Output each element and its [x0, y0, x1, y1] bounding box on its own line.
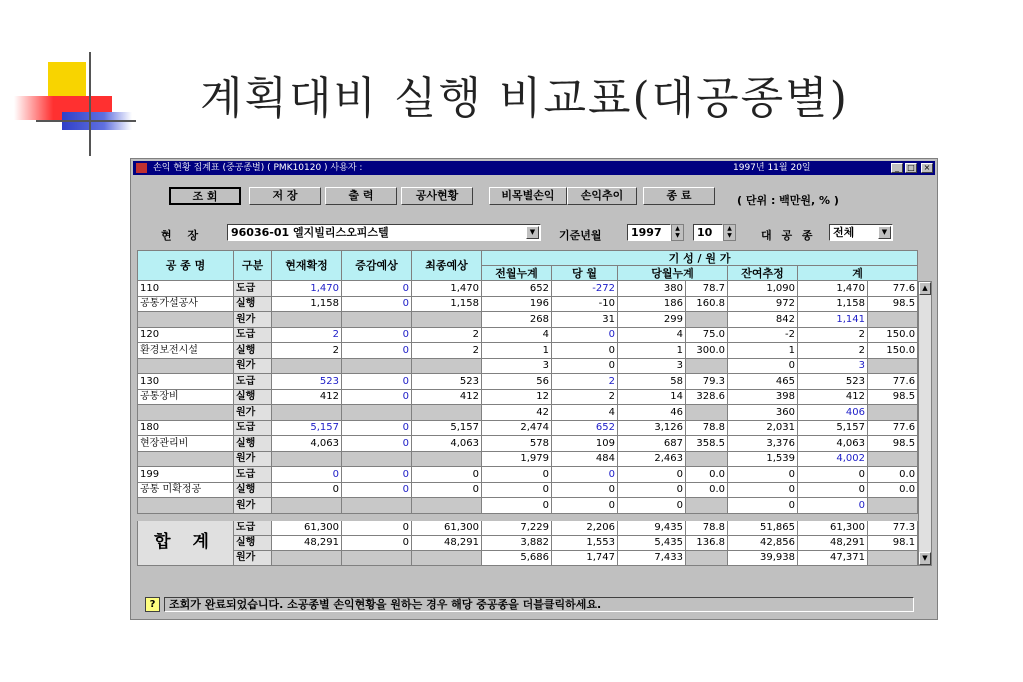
group-code: 180	[138, 420, 234, 436]
cell-value: 0	[272, 482, 342, 498]
cell-value: 3	[798, 358, 868, 374]
status-bar: 조회가 완료되었습니다. 소공종별 손익현황을 원하는 경우 해당 중공종을 더블클릭하세요.	[164, 597, 914, 612]
cell-value: 0	[342, 520, 412, 535]
group-blank	[138, 312, 234, 328]
row-type: 도급	[234, 374, 272, 390]
total-label: 합 계	[138, 520, 234, 565]
header-current: 현재확정	[272, 251, 342, 281]
group-name: 공통 미확정공	[138, 482, 234, 498]
row-type: 도급	[234, 467, 272, 483]
cell-value	[342, 550, 412, 565]
cell-value: 1,158	[272, 296, 342, 312]
cell-value: 1,158	[412, 296, 482, 312]
cell-value: 1,470	[272, 281, 342, 297]
cell-value: 77.6	[868, 374, 918, 390]
cell-value: 0	[342, 296, 412, 312]
cost-item-profit-button[interactable]: 비목별손익	[489, 187, 567, 205]
cell-value: 98.1	[868, 535, 918, 550]
cell-value	[686, 451, 728, 467]
table-row[interactable]	[138, 358, 918, 374]
cell-value: 1,539	[728, 451, 798, 467]
table-row[interactable]	[138, 420, 918, 436]
cell-value: 5,157	[272, 420, 342, 436]
cell-value: 5,686	[482, 550, 552, 565]
cell-value: 2	[798, 327, 868, 343]
cell-value: 0	[412, 482, 482, 498]
cell-value: -10	[552, 296, 618, 312]
cell-value: 0	[342, 327, 412, 343]
cell-value: 0	[272, 467, 342, 483]
cell-value: 2,474	[482, 420, 552, 436]
cell-value	[868, 358, 918, 374]
header-change: 증감예상	[342, 251, 412, 281]
cell-value	[412, 451, 482, 467]
cell-value	[342, 358, 412, 374]
cell-value: 2,031	[728, 420, 798, 436]
unit-label: ( 단위 : 백만원, % )	[737, 194, 839, 207]
cell-value: 0.0	[686, 482, 728, 498]
title-bar	[133, 161, 935, 175]
cell-value: 61,300	[272, 520, 342, 535]
cell-value: 0	[342, 535, 412, 550]
cell-value: 1,090	[728, 281, 798, 297]
cell-value: 1	[728, 343, 798, 359]
cell-value: 3,376	[728, 436, 798, 452]
row-type: 도급	[234, 420, 272, 436]
spacer-row	[138, 513, 918, 520]
cell-value: 7,433	[618, 550, 686, 565]
table-row[interactable]	[138, 405, 918, 421]
site-label: 현 장	[161, 229, 205, 242]
cell-value	[342, 405, 412, 421]
cell-value: 484	[552, 451, 618, 467]
header-curcum: 당월누계	[618, 266, 728, 281]
header-group: 기 성 / 원 가	[482, 251, 918, 266]
cell-value: 56	[482, 374, 552, 390]
cell-value: 0	[552, 467, 618, 483]
cell-value: 4	[618, 327, 686, 343]
cell-value: 4,063	[798, 436, 868, 452]
cell-value: 0	[798, 482, 868, 498]
row-type: 도급	[234, 520, 272, 535]
cell-value: 0	[342, 374, 412, 390]
header-month: 당 월	[552, 266, 618, 281]
query-button[interactable]: 조 회	[169, 187, 241, 205]
cell-value: 2	[552, 389, 618, 405]
cell-value: 2,206	[552, 520, 618, 535]
group-name: 공통가설공사	[138, 296, 234, 312]
cell-value	[412, 550, 482, 565]
cell-value: 75.0	[686, 327, 728, 343]
cell-value: 0	[342, 420, 412, 436]
table-row[interactable]	[138, 343, 918, 359]
cell-value: 4	[552, 405, 618, 421]
header-final: 최종예상	[412, 251, 482, 281]
cell-value: 1,979	[482, 451, 552, 467]
cell-value: -272	[552, 281, 618, 297]
header-total: 계	[798, 266, 918, 281]
cell-value: 0	[618, 467, 686, 483]
cell-value	[342, 451, 412, 467]
window-title: 손익 현황 집계표 (중공종별) ( PMK10120 ) 사용자 :	[153, 163, 363, 173]
month-input[interactable]: 10	[693, 224, 723, 241]
cell-value: 77.6	[868, 420, 918, 436]
cell-value	[868, 405, 918, 421]
cell-value	[868, 498, 918, 514]
cell-value: 0	[412, 467, 482, 483]
table-row[interactable]	[138, 296, 918, 312]
cell-value: 0	[342, 467, 412, 483]
cell-value: 360	[728, 405, 798, 421]
cell-value	[272, 358, 342, 374]
cell-value: 98.5	[868, 389, 918, 405]
cell-value: 136.8	[686, 535, 728, 550]
cell-value	[868, 451, 918, 467]
cell-value: 9,435	[618, 520, 686, 535]
row-type: 실행	[234, 296, 272, 312]
cell-value	[686, 405, 728, 421]
cell-value: 39,938	[728, 550, 798, 565]
cell-value: 398	[728, 389, 798, 405]
cell-value: 5,157	[412, 420, 482, 436]
decor-vertical-line	[89, 52, 91, 156]
window-date: 1997년 11월 20일	[733, 163, 811, 173]
cell-value: 0	[482, 482, 552, 498]
cell-value: 98.5	[868, 436, 918, 452]
cell-value	[272, 312, 342, 328]
cell-value: 3	[482, 358, 552, 374]
cell-value: 79.3	[686, 374, 728, 390]
cell-value: 652	[552, 420, 618, 436]
cell-value: 0	[728, 358, 798, 374]
cell-value: 48,291	[412, 535, 482, 550]
cell-value: 0	[728, 482, 798, 498]
cell-value: 42	[482, 405, 552, 421]
cell-value: 268	[482, 312, 552, 328]
cell-value: 0	[552, 327, 618, 343]
row-type: 원가	[234, 550, 272, 565]
slide-title: 계획대비 실행 비교표(대공종별)	[200, 73, 849, 124]
maximize-button[interactable]: □	[905, 163, 917, 173]
table-row[interactable]	[138, 374, 918, 390]
year-spinner[interactable]: ▲ ▼	[671, 224, 684, 241]
cell-value: 7,229	[482, 520, 552, 535]
group-name: 현장관리비	[138, 436, 234, 452]
cell-value: 523	[272, 374, 342, 390]
chevron-down-icon[interactable]: ▼	[878, 226, 891, 239]
cell-value: 0	[342, 281, 412, 297]
cell-value: 42,856	[728, 535, 798, 550]
cell-value: 78.8	[686, 520, 728, 535]
cell-value: 1,470	[798, 281, 868, 297]
cell-value: 380	[618, 281, 686, 297]
cell-value: 150.0	[868, 327, 918, 343]
cell-value: 77.6	[868, 281, 918, 297]
cell-value: 2	[798, 343, 868, 359]
cell-value: 4,063	[272, 436, 342, 452]
cell-value: 652	[482, 281, 552, 297]
cell-value: 51,865	[728, 520, 798, 535]
cell-value: 972	[728, 296, 798, 312]
cell-value: 687	[618, 436, 686, 452]
group-blank	[138, 405, 234, 421]
cell-value: 3,126	[618, 420, 686, 436]
row-type: 실행	[234, 482, 272, 498]
cell-value: 4	[482, 327, 552, 343]
category-label: 대 공 종	[761, 229, 816, 242]
cell-value: 0	[618, 482, 686, 498]
cell-value: 300.0	[686, 343, 728, 359]
cell-value: 0	[552, 343, 618, 359]
cell-value: 2	[272, 343, 342, 359]
cell-value: 465	[728, 374, 798, 390]
cell-value	[342, 498, 412, 514]
cell-value: 2	[412, 343, 482, 359]
decor-yellow-square	[48, 62, 86, 100]
exit-button[interactable]: 종 료	[643, 187, 715, 205]
cell-value: 98.5	[868, 296, 918, 312]
cell-value: 2,463	[618, 451, 686, 467]
row-type: 원가	[234, 498, 272, 514]
cell-value: 523	[798, 374, 868, 390]
cell-value: 1	[618, 343, 686, 359]
minimize-button[interactable]: _	[891, 163, 903, 173]
row-type: 실행	[234, 535, 272, 550]
cell-value	[272, 451, 342, 467]
site-value: 96036-01 엘지빌리스오피스텔	[231, 226, 389, 239]
cell-value	[272, 498, 342, 514]
table-row[interactable]	[138, 312, 918, 328]
cell-value	[412, 405, 482, 421]
cell-value: 46	[618, 405, 686, 421]
row-type: 실행	[234, 343, 272, 359]
scroll-down-icon[interactable]: ▼	[919, 552, 931, 565]
base-month-label: 기준년월	[559, 229, 602, 242]
cell-value: 47,371	[798, 550, 868, 565]
row-type: 원가	[234, 451, 272, 467]
cell-value: 186	[618, 296, 686, 312]
header-gubun: 구분	[234, 251, 272, 281]
cell-value: 1,158	[798, 296, 868, 312]
cell-value: 196	[482, 296, 552, 312]
app-icon	[136, 163, 147, 173]
cell-value: 14	[618, 389, 686, 405]
cell-value: 1	[482, 343, 552, 359]
cell-value: 0	[482, 498, 552, 514]
table-row[interactable]	[138, 281, 918, 297]
row-type: 도급	[234, 327, 272, 343]
category-select[interactable]	[829, 224, 893, 241]
month-spinner[interactable]: ▲ ▼	[723, 224, 736, 241]
cell-value: 0	[552, 358, 618, 374]
cell-value: 1,553	[552, 535, 618, 550]
row-type: 도급	[234, 281, 272, 297]
cell-value: 61,300	[798, 520, 868, 535]
help-icon[interactable]: ?	[145, 597, 160, 612]
cell-value: 842	[728, 312, 798, 328]
group-blank	[138, 358, 234, 374]
row-type: 원가	[234, 405, 272, 421]
cell-value: 58	[618, 374, 686, 390]
cell-value: 48,291	[798, 535, 868, 550]
cell-value: 0	[342, 343, 412, 359]
cell-value: 0	[482, 467, 552, 483]
table-row[interactable]	[138, 451, 918, 467]
cell-value: 412	[272, 389, 342, 405]
cell-value: 160.8	[686, 296, 728, 312]
header-name: 공 종 명	[138, 251, 234, 281]
cell-value: 299	[618, 312, 686, 328]
cell-value: 31	[552, 312, 618, 328]
project-status-button[interactable]: 공사현황	[401, 187, 473, 205]
cell-value: 0	[728, 498, 798, 514]
group-code: 120	[138, 327, 234, 343]
scroll-up-icon[interactable]: ▲	[919, 282, 931, 295]
cell-value: 412	[798, 389, 868, 405]
table-row[interactable]	[138, 327, 918, 343]
total-row	[138, 520, 918, 535]
cell-value: 358.5	[686, 436, 728, 452]
cell-value	[686, 498, 728, 514]
chevron-down-icon[interactable]: ▼	[526, 226, 539, 239]
cell-value: 0	[342, 436, 412, 452]
group-name: 공통장비	[138, 389, 234, 405]
cell-value	[868, 312, 918, 328]
cell-value: 578	[482, 436, 552, 452]
group-code: 110	[138, 281, 234, 297]
year-input[interactable]: 1997	[627, 224, 671, 241]
cell-value: 0.0	[868, 482, 918, 498]
cell-value	[412, 498, 482, 514]
cell-value: -2	[728, 327, 798, 343]
total-row	[138, 535, 918, 550]
group-blank	[138, 498, 234, 514]
cell-value: 0	[342, 389, 412, 405]
cell-value	[412, 312, 482, 328]
group-code: 130	[138, 374, 234, 390]
cell-value: 406	[798, 405, 868, 421]
vertical-scrollbar[interactable]	[918, 281, 932, 566]
cell-value	[342, 312, 412, 328]
cell-value: 2	[272, 327, 342, 343]
cell-value	[272, 405, 342, 421]
cell-value: 3	[618, 358, 686, 374]
cell-value: 1,141	[798, 312, 868, 328]
cell-value: 0.0	[686, 467, 728, 483]
cell-value: 523	[412, 374, 482, 390]
table-row[interactable]	[138, 389, 918, 405]
row-type: 실행	[234, 389, 272, 405]
row-type: 원가	[234, 312, 272, 328]
save-button[interactable]: 저 장	[249, 187, 321, 205]
cell-value: 48,291	[272, 535, 342, 550]
cell-value: 77.3	[868, 520, 918, 535]
header-prev: 전월누계	[482, 266, 552, 281]
data-grid	[137, 250, 918, 566]
group-blank	[138, 451, 234, 467]
total-row	[138, 550, 918, 565]
cell-value: 3,882	[482, 535, 552, 550]
cell-value: 78.8	[686, 420, 728, 436]
group-name: 환경보전시설	[138, 343, 234, 359]
cell-value: 4,002	[798, 451, 868, 467]
cell-value: 0	[798, 467, 868, 483]
cell-value: 1,747	[552, 550, 618, 565]
cell-value	[686, 358, 728, 374]
site-select[interactable]	[227, 224, 541, 241]
cell-value	[868, 550, 918, 565]
cell-value: 12	[482, 389, 552, 405]
row-type: 원가	[234, 358, 272, 374]
profit-trend-button[interactable]: 손익추이	[567, 187, 637, 205]
cell-value	[272, 550, 342, 565]
cell-value: 2	[412, 327, 482, 343]
decor-horizontal-line	[36, 120, 136, 122]
cell-value: 150.0	[868, 343, 918, 359]
cell-value: 78.7	[686, 281, 728, 297]
cell-value	[686, 312, 728, 328]
cell-value: 109	[552, 436, 618, 452]
cell-value: 5,157	[798, 420, 868, 436]
cell-value: 0	[552, 498, 618, 514]
category-value: 전체	[833, 226, 855, 239]
spacer	[138, 513, 918, 520]
cell-value: 328.6	[686, 389, 728, 405]
cell-value: 0	[342, 482, 412, 498]
print-button[interactable]: 출 력	[325, 187, 397, 205]
table-row[interactable]	[138, 498, 918, 514]
header-remain: 잔여추정	[728, 266, 798, 281]
cell-value: 61,300	[412, 520, 482, 535]
table-row[interactable]	[138, 467, 918, 483]
group-code: 199	[138, 467, 234, 483]
row-type: 실행	[234, 436, 272, 452]
cell-value: 0	[552, 482, 618, 498]
table-row[interactable]	[138, 436, 918, 452]
cell-value	[686, 550, 728, 565]
cell-value: 0	[798, 498, 868, 514]
cell-value: 5,435	[618, 535, 686, 550]
cell-value: 412	[412, 389, 482, 405]
close-button[interactable]: ×	[921, 163, 933, 173]
cell-value: 0.0	[868, 467, 918, 483]
cell-value: 4,063	[412, 436, 482, 452]
cell-value: 0	[728, 467, 798, 483]
cell-value: 1,470	[412, 281, 482, 297]
table-row[interactable]	[138, 482, 918, 498]
cell-value	[412, 358, 482, 374]
cell-value: 2	[552, 374, 618, 390]
cell-value: 0	[618, 498, 686, 514]
